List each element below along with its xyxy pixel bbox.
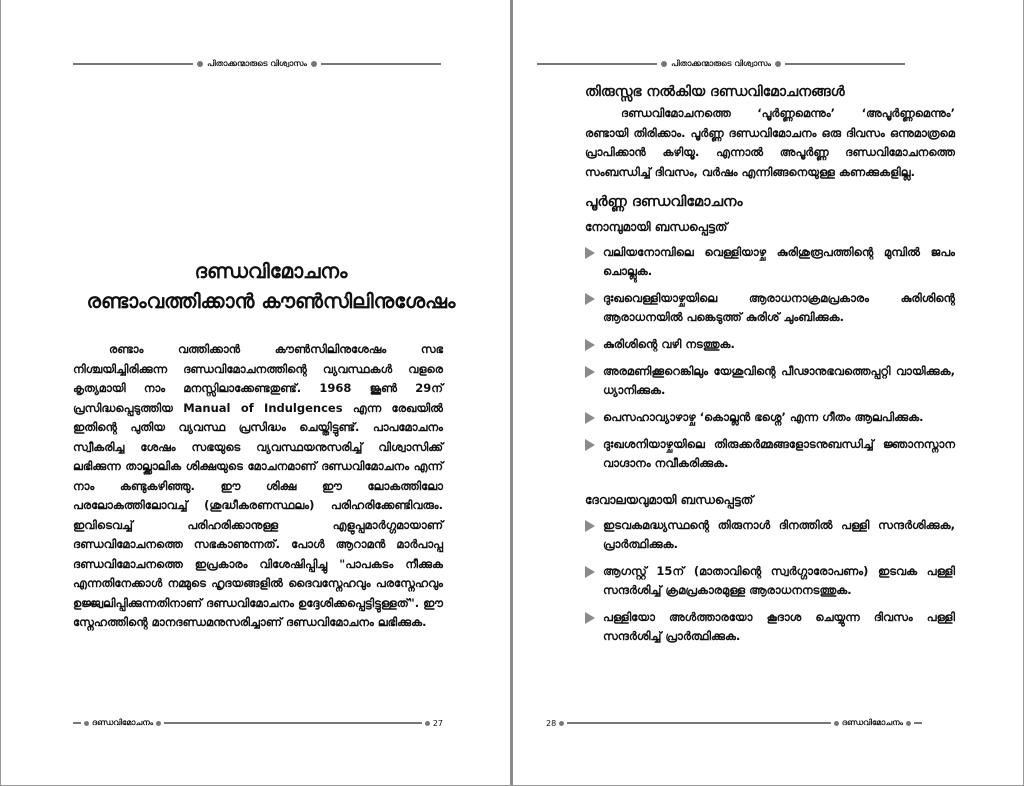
rule-line <box>321 63 441 65</box>
chapter-title-line-2: രണ്ടാംവത്തിക്കാൻ കൗൺസിലിനുശേഷം <box>86 289 456 313</box>
triangle-arrow-icon <box>585 293 595 305</box>
list-item-text: അരമണിക്കൂറെങ്കിലും യേശുവിന്റെ പീഢാനുഭവത്തെപ്പറ്റി വായിക്കുക, ധ്യാനിക്കുക. <box>603 364 955 397</box>
paragraph: രണ്ടാം വത്തിക്കാൻ കൗൺസിലിനുശേഷം സഭ നിശ്ചയിച്ചിരിക്കുന്ന ദണ്ഡവിമോചനത്തിന്റെ വ്യവസ്ഥകൾ വളരെ കൃത്യമായി നാം മനസ്സിലാക്കേണ്ടതുണ്ട്. 1968 ജൂൺ 29ന് പ്രസിദ്ധപ്പെടുത്തിയ Manual of Indulgences എന്ന രേഖയിൽ ഇതിന്റെ പുതിയ വ്യവസ്ഥ പ്രസിദ്ധം ചെയ്തിട്ടുണ്ട്. പാപമോചനം സ്വീകരിച്ച ശേഷം സഭയുടെ വ്യവസ്ഥയനുസരിച്ച് വിശ്വാസിക്ക് ലഭിക്കുന്ന താല്ക്കാലിക ശിക്ഷയുടെ മോചനമാണ് ദണ്ഡവിമോചനം എന്ന് നാം കണ്ടുകഴിഞ്ഞു. ഈ ശിക്ഷ ഈ ലോകത്തിലോ പരലോകത്തിലോവച്ച് (ശുദ്ധീകരണസ്ഥലം) പരിഹരിക്കേണ്ടിവരും. ഇവിടെവച്ച് പരിഹരിക്കാനുള്ള എളുപ്പമാർഗ്ഗമായാണ് ദണ്ഡവിമോചനത്തെ സഭകാണുന്നത്. പോൾ ആറാമൻ മാർപാപ്പ ദണ്ഡവിമോചനത്തെ ഇപ്രകാരം വിശേഷിപ്പിച്ചു "പാപകടം നീക്കുക എന്നതിനേക്കാൾ നമ്മുടെ ഹൃദയങ്ങളിൽ ദൈവസ്നേഹവും പരസ്നേഹവും ഉജ്ജ്വലിപ്പിക്കുന്നതിനാണ് ദണ്ഡവിമോചനം ഉദ്ദേശിക്കപ്പെട്ടിട്ടുള്ളത്". ഈ സ്നേഹത്തിന്റെ മാനദണ്ഡമനുസരിച്ചാണ് ദണ്ഡവിമോചനം ലഭിക്കുക. <box>73 342 443 629</box>
list-item-text: ദുഃഖശനിയാഴ്ചയിലെ തിരുക്കർമ്മങ്ങളോടനുബന്ധിച്ച് ജ്ഞാനസ്നാന വാഗ്ദാനം നവീകരിക്കുക. <box>603 437 955 470</box>
triangle-arrow-icon <box>585 439 595 451</box>
left-page <box>0 0 511 786</box>
running-head-text: പിതാക്കന്മാരുടെ വിശ്വാസം <box>207 59 307 68</box>
rule-line <box>73 63 193 65</box>
bullet-list <box>585 243 955 473</box>
list-item <box>585 608 955 646</box>
ornament-dot <box>84 721 89 726</box>
body-text <box>73 340 443 633</box>
bullet-list <box>585 516 955 646</box>
rule-line <box>537 63 657 65</box>
running-head-text: പിതാക്കന്മാരുടെ വിശ്വാസം <box>671 59 771 68</box>
list-item <box>585 562 955 600</box>
triangle-arrow-icon <box>585 612 595 624</box>
ornament-dot <box>311 61 317 67</box>
ornament-dot <box>156 721 161 726</box>
chapter-title <box>61 256 481 316</box>
ornament-dot <box>197 61 203 67</box>
chapter-title-line-1: ദണ്ഡവിമോചനം <box>194 259 348 283</box>
ornament-dot <box>559 721 564 726</box>
list-item-text: കുരിശിന്റെ വഴി നടത്തുക. <box>603 337 735 351</box>
running-head <box>73 58 441 70</box>
rule-line <box>567 722 831 724</box>
list-item-text: ആഗസ്റ്റ് 15ന് (മാതാവിന്റെ സ്വർഗ്ഗാരോപണം) ഇടവക പള്ളി സന്ദർശിച്ച് ക്രമപ്രകാരമുള്ള ആരാധനനടത്തുക. <box>603 564 955 597</box>
right-content <box>585 84 955 654</box>
triangle-arrow-icon <box>585 566 595 578</box>
page-footer <box>546 717 922 729</box>
triangle-arrow-icon <box>585 339 595 351</box>
triangle-arrow-icon <box>585 366 595 378</box>
rule-line <box>164 722 422 724</box>
right-page <box>513 0 1024 786</box>
running-head <box>537 58 905 70</box>
page-number: 27 <box>432 718 443 728</box>
ornament-dot <box>425 721 430 726</box>
list-item <box>585 335 955 354</box>
list-item <box>585 289 955 327</box>
list-item <box>585 516 955 554</box>
list-item <box>585 408 955 427</box>
list-item <box>585 362 955 400</box>
list-item <box>585 243 955 281</box>
section-heading: പൂർണ്ണ ദണ്ഡവിമോചനം <box>585 194 743 210</box>
triangle-arrow-icon <box>585 412 595 424</box>
page-footer <box>73 717 443 729</box>
ornament-dot <box>906 721 911 726</box>
list-item-text: ഇടവകമദ്ധ്യസ്ഥന്റെ തിരുനാൾ ദിനത്തിൽ പള്ളി സന്ദർശിക്കുക, പ്രാർത്ഥിക്കുക. <box>603 518 955 551</box>
list-item-text: വലിയനോമ്പിലെ വെള്ളിയാഴ്ച കുരിശുരൂപത്തിന്റെ മുമ്പിൽ ജപം ചൊല്ലുക. <box>603 245 955 278</box>
footer-title: ദണ്ഡവിമോചനം <box>841 718 903 727</box>
subsection-heading: നോമ്പുമായി ബന്ധപ്പെട്ടത് <box>585 220 728 234</box>
triangle-arrow-icon <box>585 247 595 259</box>
triangle-arrow-icon <box>585 520 595 532</box>
section-heading: തിരുസ്സഭ നൽകിയ ദണ്ഡവിമോചനങ്ങൾ <box>585 84 845 100</box>
ornament-dot <box>834 721 839 726</box>
footer-title: ദണ്ഡവിമോചനം <box>92 718 154 727</box>
rule-line <box>785 63 905 65</box>
subsection-heading: ദേവാലയവുമായി ബന്ധപ്പെട്ടത് <box>585 493 754 507</box>
ornament-dot <box>661 61 667 67</box>
rule-line <box>73 722 81 724</box>
section-paragraph: ദണ്ഡവിമോചനത്തെ ‘പൂർണ്ണമെന്നും’ ‘അപൂർണ്ണമെന്നും’ രണ്ടായി തിരിക്കാം. പൂർണ്ണ ദണ്ഡവിമോചനം ഒരു ദിവസം ഒന്നുമാത്രമെ പ്രാപിക്കാൻ കഴിയൂ. എന്നാൽ അപൂർണ്ണ ദണ്ഡവിമോചനത്തെ സംബന്ധിച്ച് ദിവസം, വർഷം എന്നിങ്ങനെയുള്ള കണക്കുകളില്ല. <box>585 106 955 179</box>
rule-line <box>914 722 922 724</box>
list-item-text: പള്ളിയോ അൾത്താരയോ കൂദാശ ചെയ്യുന്ന ദിവസം പള്ളി സന്ദർശിച്ച് പ്രാർത്ഥിക്കുക. <box>603 610 955 643</box>
list-item-text: പെസഹാവ്യാഴാഴ്ച ‘കൊല്ലൻ ഭശ്നെ’ എന്ന ഗീതം ആലപിക്കുക. <box>603 410 924 424</box>
list-item-text: ദുഃഖവെള്ളിയാഴ്ചയിലെ ആരാധനാക്രമപ്രകാരം കുരിശിന്റെ ആരാധനയിൽ പങ്കെടുത്ത് കുരിശ് ചുംബിക്കുക. <box>603 291 955 324</box>
list-item <box>585 435 955 473</box>
page-number: 28 <box>546 718 557 728</box>
ornament-dot <box>775 61 781 67</box>
